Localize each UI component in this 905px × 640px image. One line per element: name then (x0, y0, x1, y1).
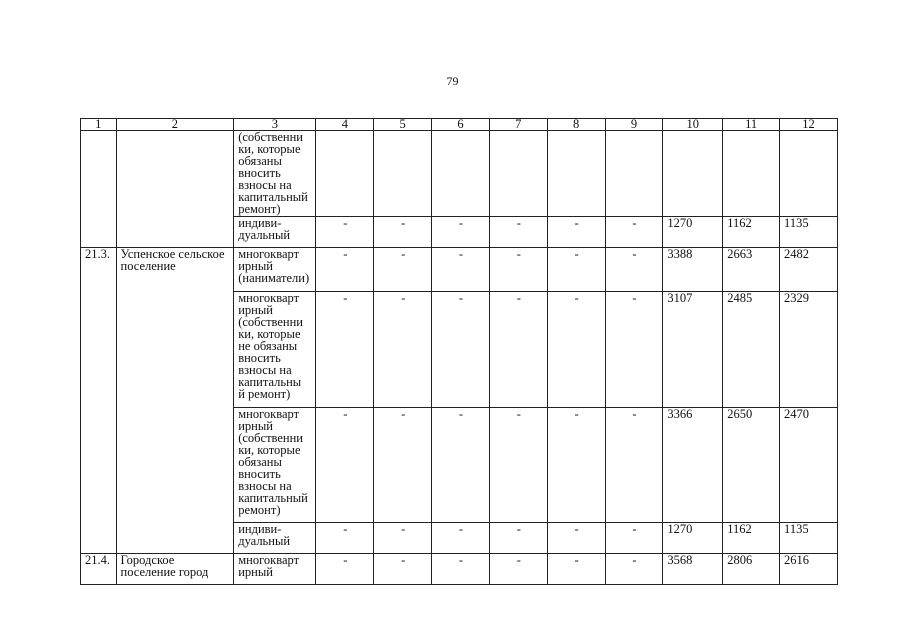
value-cell (547, 131, 605, 217)
value-cell: 1162 (723, 523, 780, 554)
value-cell: 1135 (780, 217, 838, 248)
row-number-cell: 21.3. (81, 248, 117, 554)
value-cell: - (432, 217, 490, 248)
table-row (81, 554, 838, 585)
value-cell: 2470 (780, 408, 838, 523)
col-header: 1 (81, 119, 117, 131)
col-header: 9 (605, 119, 663, 131)
col-header: 4 (316, 119, 374, 131)
col-header: 11 (723, 119, 780, 131)
value-cell: - (374, 523, 432, 554)
header-row (81, 119, 838, 131)
col-header: 7 (489, 119, 547, 131)
value-cell: - (489, 292, 547, 408)
value-cell: 3568 (663, 554, 723, 585)
housing-type-cell: многокварт ирный (собственни ки, которые не обязаны вносить взносы на капитальны й ремонт) (234, 292, 316, 408)
value-cell: - (316, 554, 374, 585)
value-cell: - (489, 217, 547, 248)
page-number: 79 (446, 74, 459, 88)
value-cell: - (374, 217, 432, 248)
settlement-cell (116, 131, 234, 248)
value-cell: 2485 (723, 292, 780, 408)
col-header: 12 (780, 119, 838, 131)
value-cell: - (547, 408, 605, 523)
value-cell: 1135 (780, 523, 838, 554)
value-cell (489, 131, 547, 217)
value-cell: - (432, 292, 490, 408)
value-cell: - (547, 217, 605, 248)
value-cell: - (489, 248, 547, 292)
value-cell: - (547, 523, 605, 554)
value-cell: - (316, 248, 374, 292)
value-cell: - (489, 408, 547, 523)
value-cell: - (374, 292, 432, 408)
value-cell: 1162 (723, 217, 780, 248)
value-cell: 3366 (663, 408, 723, 523)
value-cell: 1270 (663, 523, 723, 554)
value-cell: - (432, 523, 490, 554)
value-cell: - (374, 248, 432, 292)
col-header: 6 (432, 119, 490, 131)
value-cell: 2329 (780, 292, 838, 408)
value-cell (316, 131, 374, 217)
tariff-table (80, 118, 838, 585)
value-cell: - (489, 554, 547, 585)
value-cell: 1270 (663, 217, 723, 248)
value-cell: - (374, 554, 432, 585)
col-header: 5 (374, 119, 432, 131)
value-cell: 2616 (780, 554, 838, 585)
value-cell: 2806 (723, 554, 780, 585)
value-cell (374, 131, 432, 217)
housing-type-cell: индиви- дуальный (234, 523, 316, 554)
col-header: 3 (234, 119, 316, 131)
row-number-cell (81, 131, 117, 248)
table-row (81, 248, 838, 292)
housing-type-cell: многокварт ирный (наниматели) (234, 248, 316, 292)
value-cell: - (605, 523, 663, 554)
value-cell: - (489, 523, 547, 554)
value-cell: - (547, 292, 605, 408)
housing-type-cell: многокварт ирный (234, 554, 316, 585)
value-cell (663, 131, 723, 217)
value-cell: - (605, 217, 663, 248)
row-number-cell: 21.4. (81, 554, 117, 585)
value-cell: - (547, 554, 605, 585)
value-cell: - (432, 408, 490, 523)
settlement-cell: Городское поселение город (116, 554, 234, 585)
col-header: 8 (547, 119, 605, 131)
value-cell: - (374, 408, 432, 523)
settlement-cell: Успенское сельское поселение (116, 248, 234, 554)
value-cell (432, 131, 490, 217)
col-header: 10 (663, 119, 723, 131)
value-cell: 2663 (723, 248, 780, 292)
value-cell: - (605, 292, 663, 408)
value-cell: 3107 (663, 292, 723, 408)
housing-type-cell: индиви- дуальный (234, 217, 316, 248)
value-cell: - (316, 408, 374, 523)
value-cell: - (547, 248, 605, 292)
value-cell: 2482 (780, 248, 838, 292)
value-cell: - (432, 554, 490, 585)
housing-type-cell: (собственни ки, которые обязаны вносить взносы на капитальный ремонт) (234, 131, 316, 217)
value-cell: - (316, 292, 374, 408)
value-cell (723, 131, 780, 217)
value-cell: - (605, 408, 663, 523)
value-cell: 3388 (663, 248, 723, 292)
value-cell: - (432, 248, 490, 292)
col-header: 2 (116, 119, 234, 131)
value-cell (780, 131, 838, 217)
value-cell (605, 131, 663, 217)
housing-type-cell: многокварт ирный (собственни ки, которые обязаны вносить взносы на капитальный ремонт) (234, 408, 316, 523)
value-cell: - (316, 217, 374, 248)
value-cell: - (605, 248, 663, 292)
value-cell: - (316, 523, 374, 554)
table-row (81, 131, 838, 217)
value-cell: 2650 (723, 408, 780, 523)
value-cell: - (605, 554, 663, 585)
